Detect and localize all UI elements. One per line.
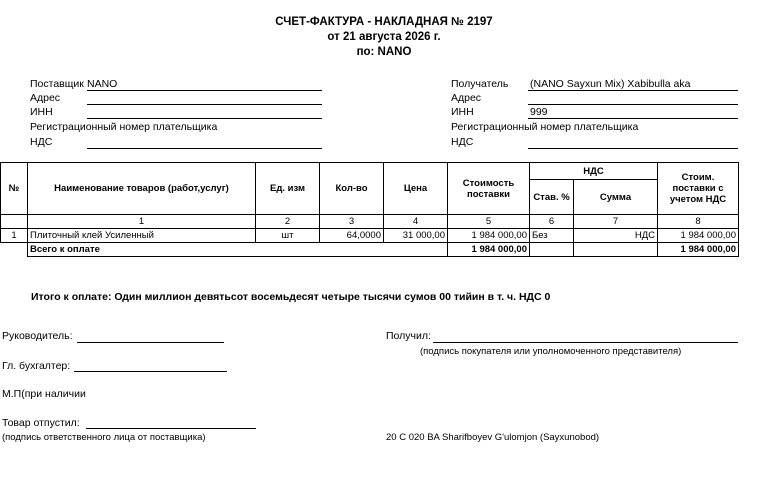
supplier-inn-label: ИНН [30,106,53,118]
stamp-label: М.П(при наличии [2,388,86,400]
supplier-value: NANO [87,78,118,90]
col-number: 1 [28,215,256,229]
released-note: (подпись ответственного лица от поставщика) [2,432,206,443]
col-number: 2 [256,215,320,229]
col-header-vat-rate: Став. % [530,180,574,215]
col-header-vat-sum: Сумма [574,180,658,215]
total-in-words: Итого к оплате: Один миллион девятьсот восемьдесят четыре тысячи сумов 00 тийин в т. ч. НДС 0 [31,291,551,303]
table-row [1,229,739,243]
recipient-inn-value: 999 [530,106,548,118]
supplier-address-label: Адрес [30,92,61,104]
recipient-value: (NANO Sayxun Mix) Xabibulla aka [530,78,691,90]
recipient-label: Получатель [451,78,509,90]
received-signature-line [433,342,738,343]
col-header-cost: Стоимость поставки [448,163,530,215]
recipient-reg-label: Регистрационный номер плательщика [451,121,639,133]
totals-row [1,243,739,257]
col-number: 4 [384,215,448,229]
col-header-name: Наименование товаров (работ,услуг) [28,163,256,215]
row-vat-rate: Без [530,229,574,243]
totals-label: Всего к оплате [28,243,448,257]
row-vat-sum: НДС [574,229,658,243]
released-label: Товар отпустил: [2,417,80,429]
col-number: 5 [448,215,530,229]
document-date: от 21 августа 2026 г. [327,31,441,43]
row-price: 31 000,00 [384,229,448,243]
col-header-price: Цена [384,163,448,215]
supplier-vat-label: НДС [30,136,53,148]
received-note: (подпись покупателя или уполномоченного представителя) [420,346,682,357]
recipient-inn-label: ИНН [451,106,474,118]
col-header-unit: Ед. изм [256,163,320,215]
recipient-address-line [528,104,738,105]
col-number: 7 [574,215,658,229]
director-signature-line [77,342,224,343]
items-table [0,162,739,257]
totals-cost: 1 984 000,00 [448,243,530,257]
supplier-reg-label: Регистрационный номер плательщика [30,121,218,133]
accountant-signature-line [74,371,227,372]
received-label: Получил: [386,330,431,342]
released-signature-line [86,428,256,429]
col-number: 3 [320,215,384,229]
col-header-total: Стоим. поставки с учетом НДС [658,163,739,215]
totals-total: 1 984 000,00 [658,243,739,257]
column-number-row [1,215,739,229]
director-label: Руководитель: [2,330,73,342]
document-title: СЧЕТ-ФАКТУРА - НАКЛАДНАЯ № 2197 [275,16,493,28]
row-cost: 1 984 000,00 [448,229,530,243]
row-total: 1 984 000,00 [658,229,739,243]
col-header-qty: Кол-во [320,163,384,215]
recipient-address-label: Адрес [451,92,482,104]
col-number: 8 [658,215,739,229]
supplier-vat-line [87,148,322,149]
row-qty: 64,0000 [320,229,384,243]
row-num: 1 [1,229,28,243]
vehicle-driver: 20 C 020 BA Sharifboyev G'ulomjon (Sayxunobod) [386,432,600,443]
col-header-vat: НДС [530,163,658,180]
accountant-label: Гл. бухгалтер: [2,360,71,372]
document-po: по: NANO [356,46,412,58]
supplier-line [87,90,322,91]
col-header-num: № [1,163,28,215]
recipient-vat-line [528,148,738,149]
row-name: Плиточный клей Усиленный [28,229,256,243]
recipient-inn-line [528,118,738,119]
recipient-line [528,90,738,91]
row-unit: шт [256,229,320,243]
supplier-address-line [87,104,322,105]
recipient-vat-label: НДС [451,136,474,148]
col-number: 6 [530,215,574,229]
supplier-label: Поставщик [30,78,84,90]
supplier-inn-line [87,118,322,119]
